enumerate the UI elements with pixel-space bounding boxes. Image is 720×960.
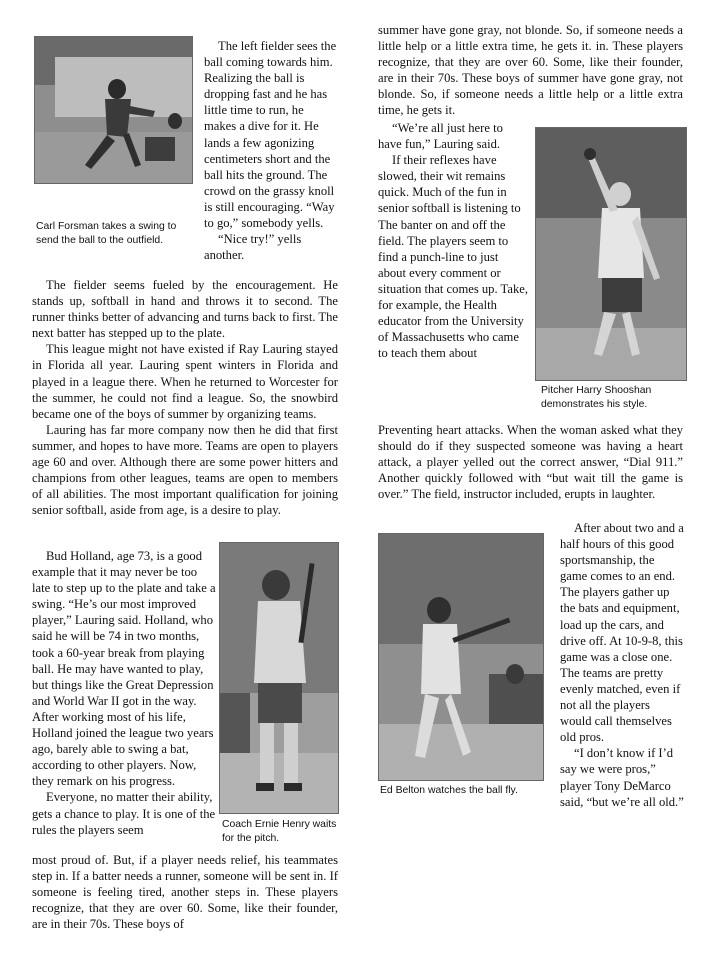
col2-top-text [378, 22, 683, 119]
col1-p5: Lauring has far more company now then he did that first summer, and hopes to have more. Teams are open to players age 60 and over. Although there are some power hitters and champions from other leagues, teams are open to members of all abilities. The most important qualification for joining senior softball, aside from age, is a desire to play. [32, 422, 338, 518]
photo-carl-forsman [34, 36, 193, 184]
col2-p4: After about two and a half hours of this good sportsmanship, the game comes to an end. The players gather up the bats and equipment, load up the cars, and drive off. At 10-9-8, this game was a close one. The teams are pretty evenly matched, even if not all the players would call themselves old pros. [560, 521, 684, 745]
col2-mid-text [378, 422, 683, 502]
col1-p7a: Everyone, no matter their ability, gets a chance to play. It is one of the rules the players seem [32, 790, 216, 837]
caption-photo2: Pitcher Harry Shooshan demonstrates his style. [541, 385, 652, 410]
col2-p3: If their reflexes have slowed, their wit remains quick. Much of the fun in senior softball is listening to The banter on and off the field. The players seem to find a punch-line to just about every comment or situation that comes up. Take, for example, the Health educator from the University of Massachusetts who came to teach them about [378, 153, 528, 361]
col1-p6: Bud Holland, age 73, is a good example that it may never be too late to step up to the plate and take a swing. “He’s our most improved player,” Lauring said. Holland, who said he will be 74 in two months, took a 60-year break from playing ball. He may have wanted to play, but things like the Great Depression and World War II got in the way. After working most of his life, Holland joined the league two years ago, barely able to swing a bat, according to other players. Now, they remark on his progress. [32, 549, 216, 789]
col1-top-text [204, 38, 338, 263]
col1-mid-text [32, 277, 338, 518]
col2-right-text [560, 520, 684, 810]
col1-p7b: most proud of. But, if a player needs relief, his teammates step in. If a batter needs a runner, someone will be sent in. If someone is feeling tired, another steps in. These players recognize, that they are over 60. Some, like their founder, are in their 70s. These boys of [32, 853, 338, 932]
photo-ernie-henry [219, 542, 339, 814]
col2-p3b: Preventing heart attacks. When the woman asked what they should do if they suspected someone was having a heart attack, a player yelled out the correct answer, “Dial 911.” Another quickly followed with “but wait till the game is over.” The field, instructor included, erupts in laughter. [378, 423, 683, 502]
col1-p2: “Nice try!” yells another. [204, 232, 302, 263]
col2-p2: “We’re all just here to have fun,” Lauring said. [378, 121, 503, 152]
col1-p3: The fielder seems fueled by the encouragement. He stands up, softball in hand and throws it to second. The runner thinks better of advancing and turns back to first. The next batter has stepped up to the plate. [32, 278, 338, 341]
col1-p4: This league might not have existed if Ray Lauring stayed in Florida all year. Lauring spent winters in Florida and played in a league there. When he returned to Worcester for the summer, he could not find a league. So, the snowbird became one of the boys of summer by organizing teams. [32, 342, 338, 421]
col2-narrow-text [378, 120, 528, 361]
col1-bottom-text [32, 852, 338, 932]
caption-photo3: Coach Ernie Henry waits for the pitch. [222, 819, 337, 844]
caption-photo1: Carl Forsman takes a swing to send the ball to the outfield. [36, 221, 177, 246]
col2-p5: “I don’t know if I’d say we were pros,” player Tony DeMarco said, “but we’re all old.” [560, 746, 684, 809]
col1-p1: The left fielder sees the ball coming towards him. Realizing the ball is dropping fast and he has little time to run, he makes a dive for it. He lands a few agonizing centimeters short and the ball hits the ground. The crowd on the grassy knoll is still encouraging. “Way to go,” somebody yells. [204, 39, 337, 231]
photo-harry-shooshan [535, 127, 687, 381]
col2-p1: summer have gone gray, not blonde. So, if someone needs a little help or a little extra time, he gets it. in. These players recognize, that they are over 60. Some, like their founder, are in their 70s. These boys of summer have gone gray, not blonde. So, if someone needs a little help or a little extra time, he gets it. [378, 23, 683, 118]
col1-left-narrow [32, 548, 216, 838]
photo-ed-belton [378, 533, 544, 781]
caption-photo4: Ed Belton watches the ball fly. [380, 785, 518, 796]
